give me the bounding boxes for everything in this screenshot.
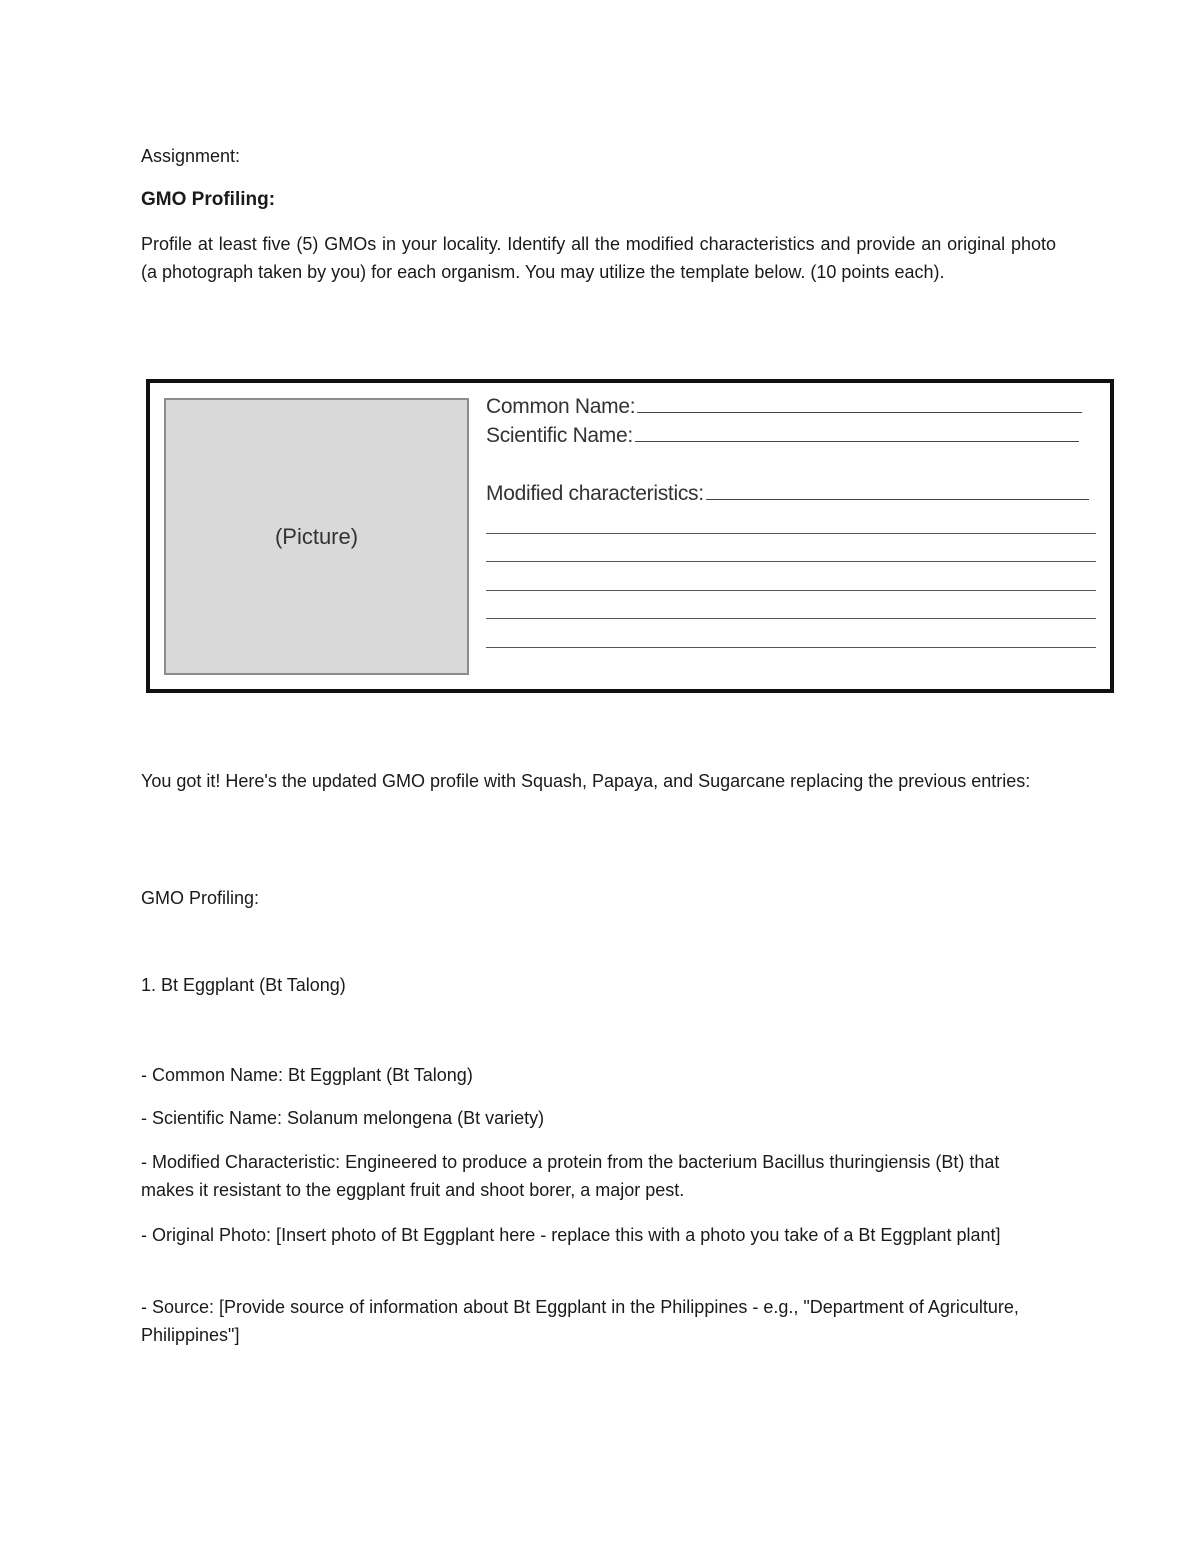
common-name-field <box>486 395 1082 419</box>
assignment-label: Assignment: <box>141 146 241 166</box>
scientific-name-field <box>486 424 1079 448</box>
entry-original-photo: - Original Photo: [Insert photo of Bt Eggplant here - replace this with a photo you take of a Bt Eggplant plant] <box>141 1225 1001 1245</box>
entry-source: - Source: [Provide source of information about Bt Eggplant in the Philippines - e.g., "Department of Agriculture, Philippines"] <box>141 1297 1019 1345</box>
blank-line <box>486 561 1096 562</box>
intro-paragraph: You got it! Here's the updated GMO profile with Squash, Papaya, and Sugarcane replacing the previous entries: <box>141 771 1031 791</box>
instructions-paragraph: Profile at least five (5) GMOs in your locality. Identify all the modified characteristics and provide an original photo (a photograph taken by you) for each organism. You may utilize the template below. (10 points each). <box>141 234 1056 282</box>
modified-characteristics-field <box>486 482 1089 506</box>
scientific-name-label: Scientific Name: <box>486 424 633 447</box>
blank-line <box>486 590 1096 591</box>
blank-line <box>486 533 1096 534</box>
modified-characteristics-label: Modified characteristics: <box>486 482 704 505</box>
entry-modified-characteristic: - Modified Characteristic: Engineered to produce a protein from the bacterium Bacillus thuringiensis (Bt) that makes it resistant to the eggplant fruit and shoot borer, a major pest. <box>141 1152 1000 1200</box>
gmo-profile-template <box>146 379 1114 693</box>
entry-common-name: - Common Name: Bt Eggplant (Bt Talong) <box>141 1065 473 1085</box>
picture-label: (Picture) <box>274 523 359 549</box>
blank-line <box>486 647 1096 648</box>
heading: GMO Profiling: <box>141 189 276 210</box>
scientific-name-rule <box>635 425 1079 442</box>
blank-line <box>486 618 1096 619</box>
section-title: GMO Profiling: <box>141 888 260 908</box>
common-name-label: Common Name: <box>486 395 636 418</box>
modified-characteristics-rule <box>706 483 1089 500</box>
entry-title: 1. Bt Eggplant (Bt Talong) <box>141 975 346 995</box>
common-name-rule <box>637 396 1082 413</box>
picture-placeholder <box>164 398 469 675</box>
entry-scientific-name: - Scientific Name: Solanum melongena (Bt variety) <box>141 1108 545 1128</box>
